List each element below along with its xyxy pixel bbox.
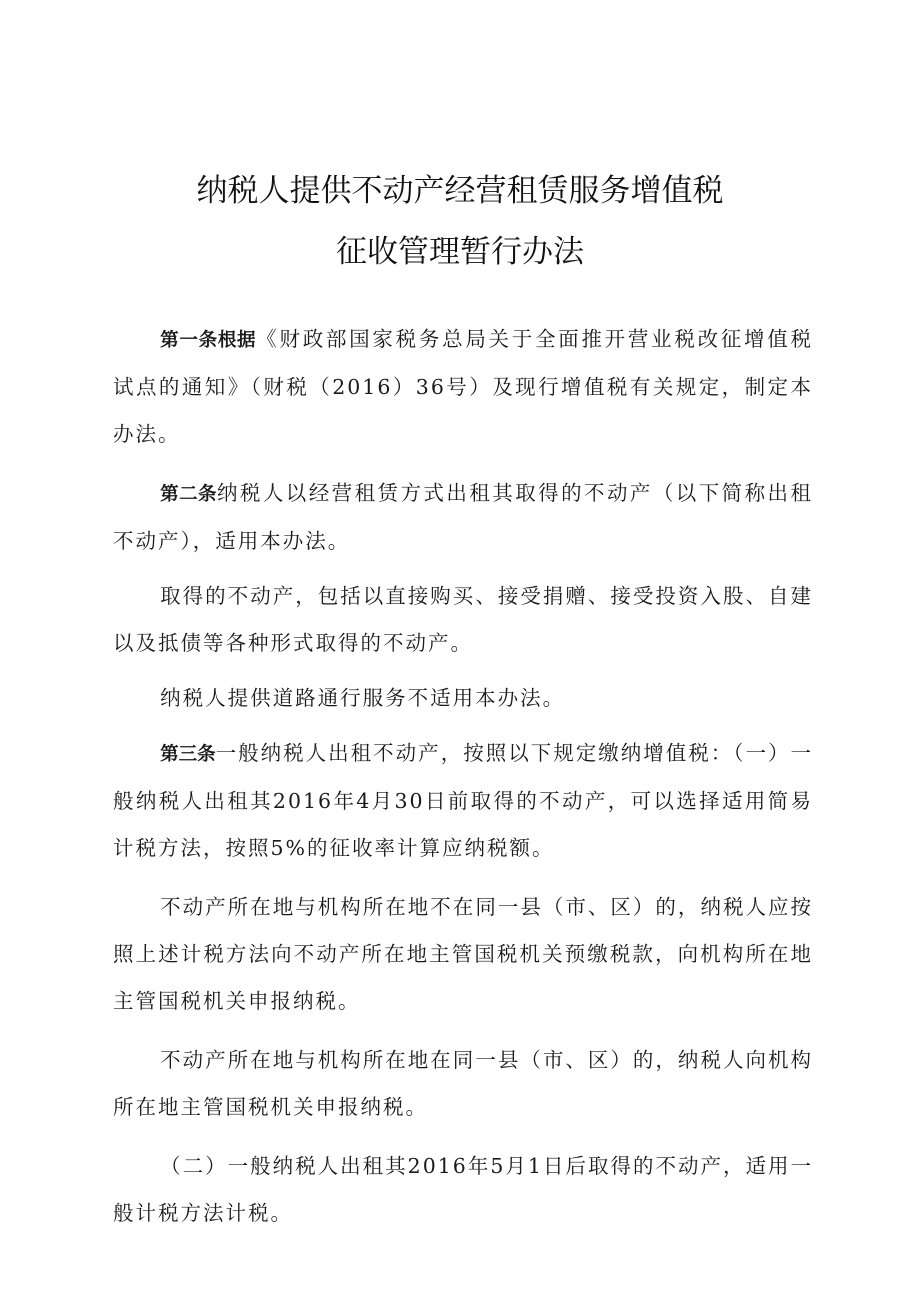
paragraph-article-3 <box>113 730 813 872</box>
item-2-text: （二）一般纳税人出租其2016年5月1日后取得的不动产，适用一般计税方法计税。 <box>113 1154 813 1225</box>
article-2-text: 纳税人以经营租赁方式出租其取得的不动产（以下简称出租不动产），适用本办法。 <box>113 481 813 553</box>
article-2-label: 第二条 <box>160 484 217 505</box>
article-1-label: 第一条根据 <box>160 330 257 351</box>
paragraph-same-location <box>113 1037 813 1131</box>
article-1-text: 《财政部国家税务总局关于全面推开营业税改征增值税试点的通知》（财税（2016）36号）及现行增值税有关规定，制定本办法。 <box>113 327 813 446</box>
article-3-text: 一般纳税人出租不动产，按照以下规定缴纳增值税：（一）一般纳税人出租其2016年4月30日前取得的不动产，可以选择适用简易计税方法，按照5%的征收率计算应纳税额。 <box>113 741 813 860</box>
road-service-text: 纳税人提供道路通行服务不适用本办法。 <box>160 686 566 710</box>
document-title-line-1: 纳税人提供不动产经营租赁服务增值税 <box>196 173 724 209</box>
document-body <box>113 316 813 1237</box>
document-title-line-2: 征收管理暂行办法 <box>336 234 584 270</box>
paragraph-article-2 <box>113 470 813 565</box>
same-location-text: 不动产所在地与机构所在地在同一县（市、区）的，纳税人向机构所在地主管国税机关申报纳税。 <box>113 1048 813 1119</box>
paragraph-item-2 <box>113 1143 813 1237</box>
paragraph-different-location <box>113 884 813 1025</box>
different-location-text: 不动产所在地与机构所在地不在同一县（市、区）的，纳税人应按照上述计税方法向不动产所在地主管国税机关预缴税款，向机构所在地主管国税机关申报纳税。 <box>113 895 813 1013</box>
acquired-property-text: 取得的不动产，包括以直接购买、接受捐赠、接受投资入股、自建以及抵债等各种形式取得的不动产。 <box>113 584 813 655</box>
paragraph-acquired-property <box>113 573 813 667</box>
paragraph-road-service <box>113 675 813 722</box>
article-3-label: 第三条 <box>160 744 216 765</box>
paragraph-article-1 <box>113 316 813 458</box>
